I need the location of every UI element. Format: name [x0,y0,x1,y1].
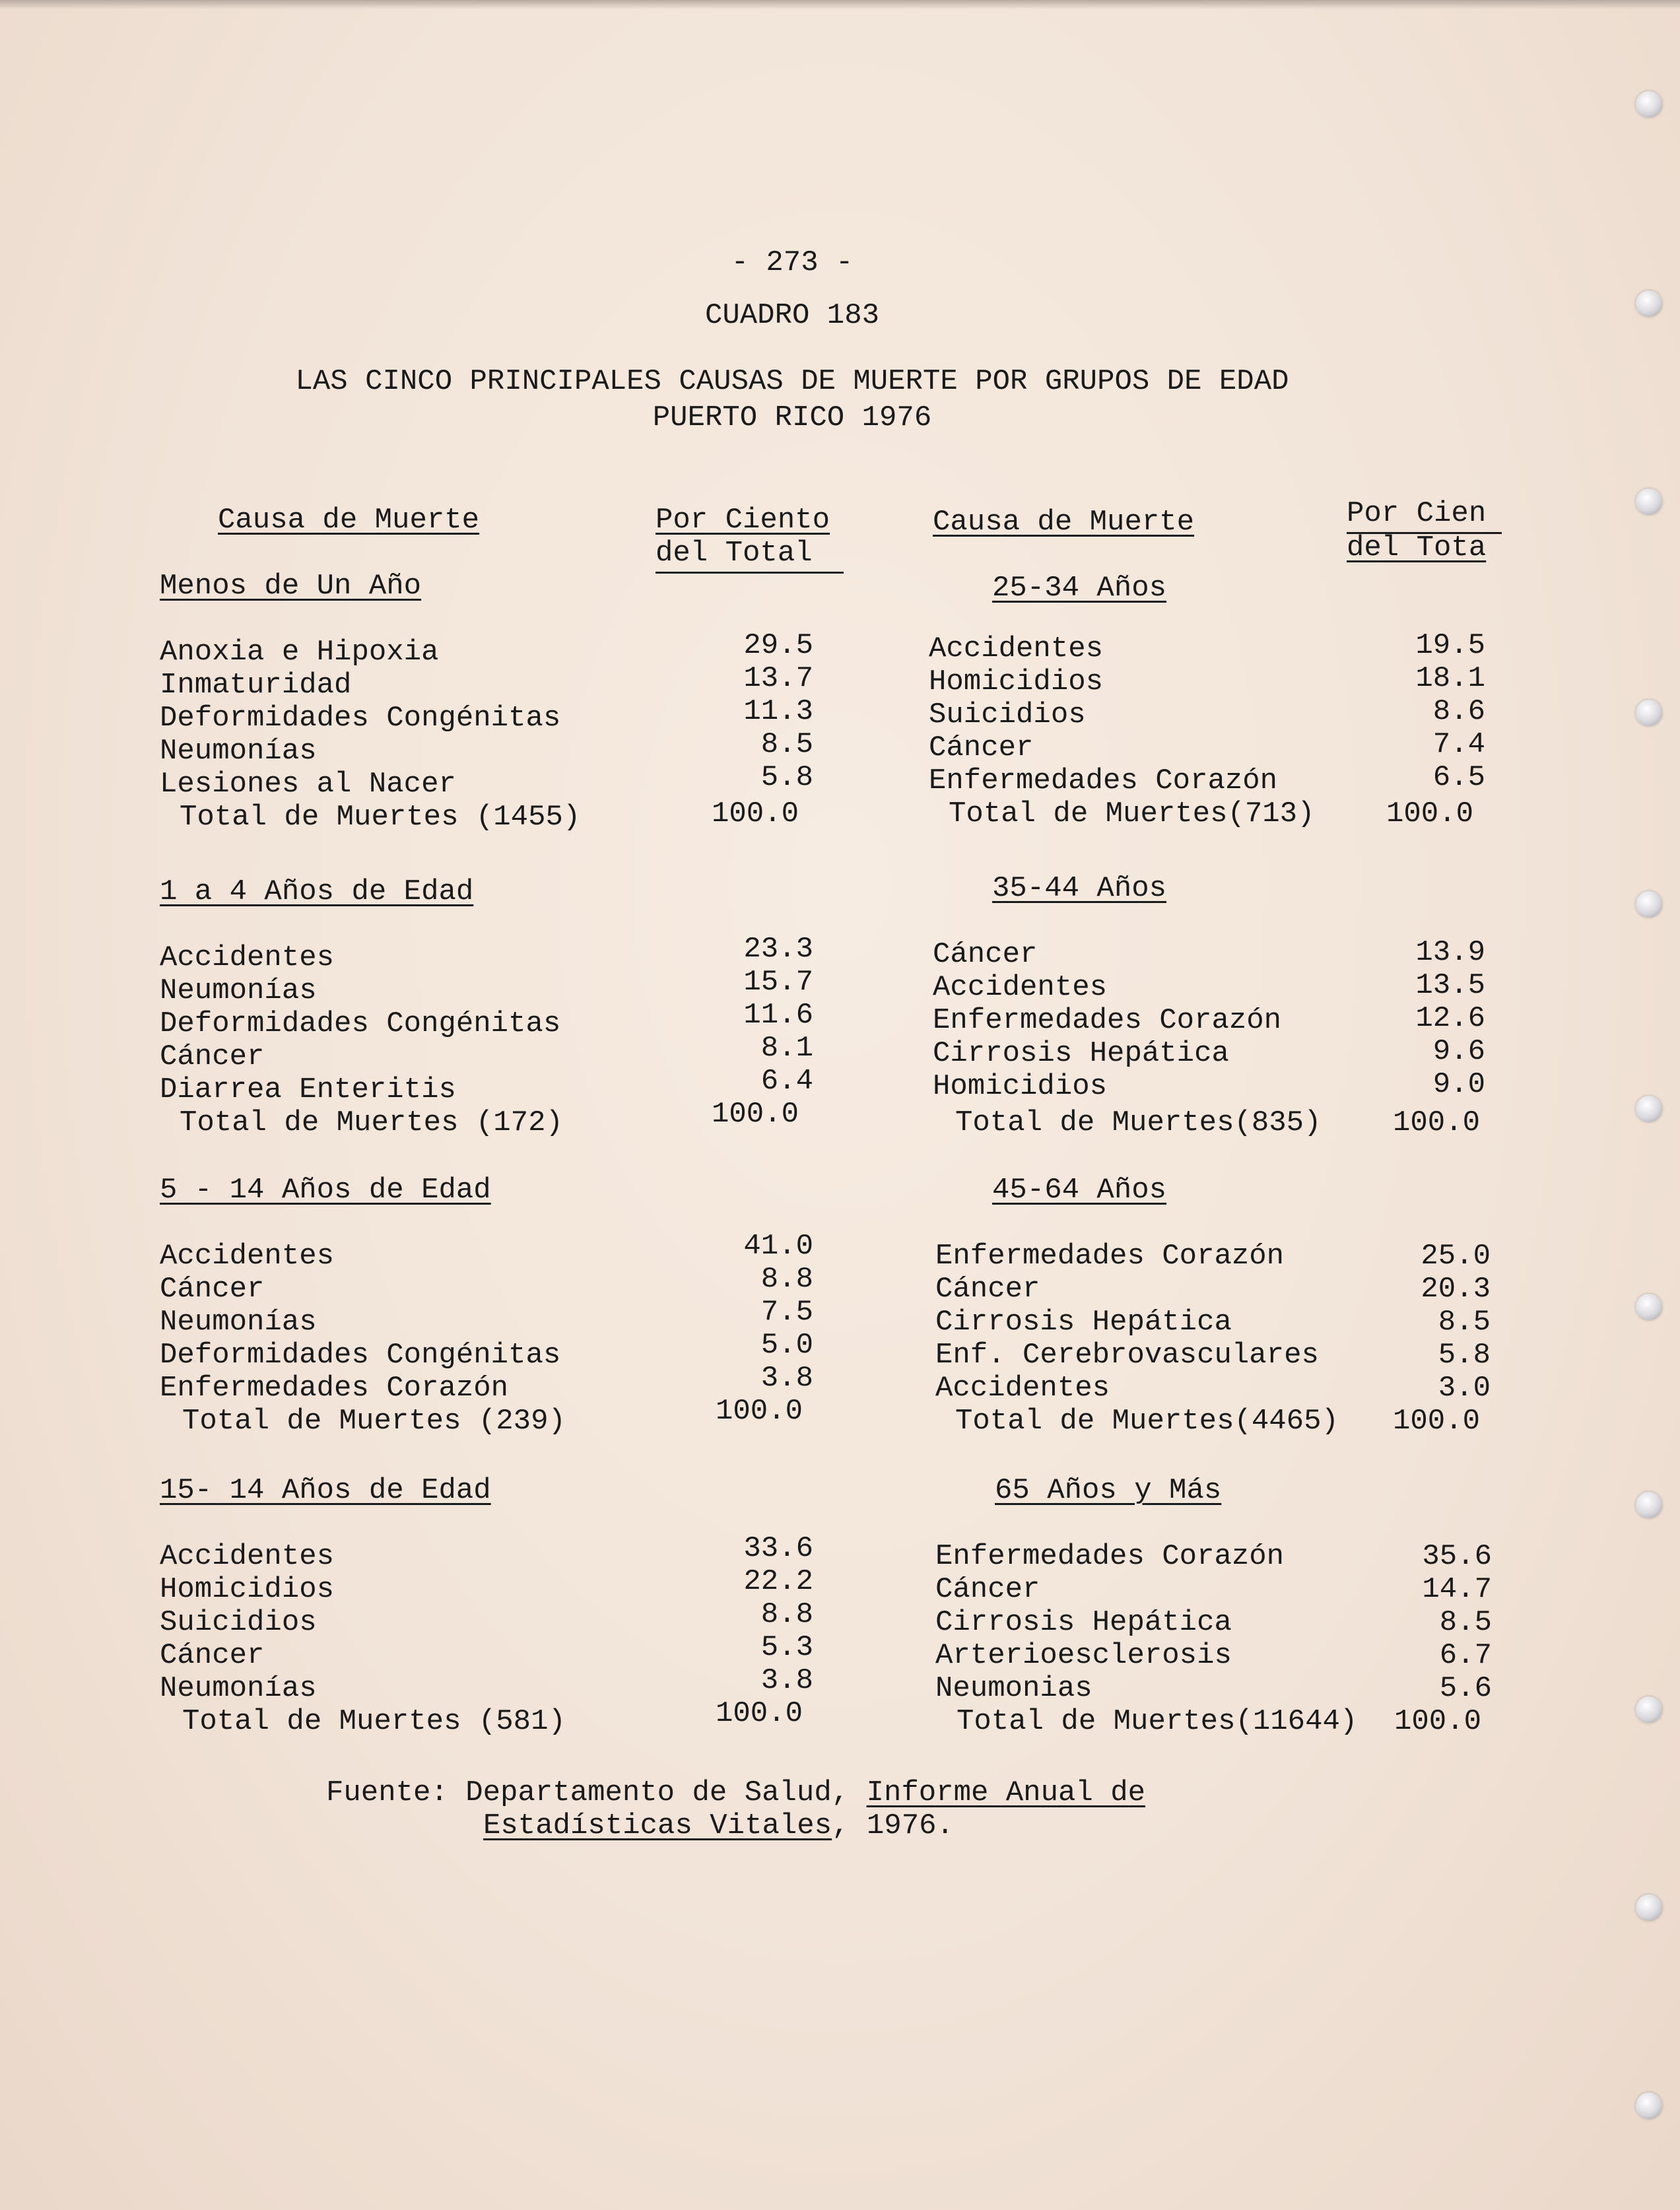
binder-hole-4 [1636,700,1662,726]
group-total-label: Total de Muertes(4465) [955,1405,1339,1438]
row-percent: 12.6 [1415,1002,1485,1035]
group-total-percent: 100.0 [1393,1106,1481,1139]
row-cause: Neumonias [935,1672,1092,1705]
row-percent: 5.8 [760,761,813,794]
row-cause: Cáncer [935,1573,1040,1606]
row-percent: 8.5 [1439,1606,1492,1639]
binder-hole-1 [1636,91,1662,117]
row-cause: Enfermedades Corazón [929,764,1278,797]
row-cause: Cáncer [160,1040,265,1073]
row-percent: 13.7 [743,662,813,695]
group-title-35-44-anos: 35-44 Años [992,872,1167,905]
row-percent: 8.1 [760,1032,813,1065]
group-total-percent: 100.0 [716,1395,803,1428]
row-percent: 3.8 [760,1664,813,1697]
row-percent: 8.5 [760,728,813,761]
row-percent: 18.1 [1415,662,1485,695]
table-number: CUADRO 183 [704,299,880,332]
source-report-title-cont: Estadísticas Vitales [483,1809,832,1842]
row-percent: 22.2 [743,1565,813,1598]
row-percent: 8.8 [760,1263,813,1296]
row-cause: Anoxia e Hipoxia [160,636,439,669]
row-cause: Accidentes [933,971,1108,1004]
row-cause: Diarrea Enteritis [160,1073,456,1106]
row-percent: 6.5 [1432,761,1485,794]
row-percent: 11.3 [743,695,813,728]
row-percent: 8.8 [760,1598,813,1631]
row-percent: 23.3 [743,933,813,966]
group-title-45-64-anos: 45-64 Años [992,1174,1167,1207]
group-title-5-14-anos: 5 - 14 Años de Edad [160,1174,491,1207]
row-percent: 41.0 [743,1230,813,1263]
row-cause: Enfermedades Corazón [160,1372,509,1405]
row-percent: 8.6 [1432,695,1485,728]
row-cause: Cirrosis Hepática [933,1037,1229,1070]
left-header-rule [655,572,844,574]
row-percent: 6.7 [1439,1639,1492,1672]
row-cause: Neumonías [160,1306,317,1339]
right-percent-header-line2: del Tota [1347,531,1487,564]
row-percent: 20.3 [1421,1273,1491,1306]
row-percent: 3.0 [1438,1372,1491,1405]
source-prefix: Fuente: Departamento de Salud, [326,1776,867,1809]
group-title-25-34-anos: 25-34 Años [992,572,1167,605]
row-percent: 9.6 [1432,1035,1485,1068]
source-note-line1 [326,1776,1145,1810]
binder-hole-8 [1636,1492,1662,1518]
group-title-15-14-anos: 15- 14 Años de Edad [160,1474,491,1507]
group-total-label: Total de Muertes (581) [182,1705,566,1738]
group-total-label: Total de Muertes (172) [180,1106,563,1139]
binder-hole-5 [1636,891,1662,918]
row-cause: Enfermedades Corazón [935,1240,1285,1273]
right-percent-header-line1: Por Cien [1347,497,1487,530]
group-total-percent: 100.0 [1394,1705,1482,1738]
row-cause: Cáncer [929,731,1034,764]
group-total-percent: 100.0 [712,1098,799,1131]
table-subtitle: PUERTO RICO 1976 [652,401,932,434]
table-title: LAS CINCO PRINCIPALES CAUSAS DE MUERTE POR GRUPOS DE EDAD [295,365,1289,398]
row-cause: Cáncer [160,1639,265,1672]
row-percent: 14.7 [1422,1573,1492,1606]
row-cause: Accidentes [935,1372,1110,1405]
row-cause: Arterioesclerosis [935,1639,1232,1672]
row-percent: 8.5 [1438,1306,1491,1339]
source-note-line2 [483,1809,954,1843]
row-percent: 25.0 [1421,1240,1491,1273]
group-total-percent: 100.0 [1393,1405,1481,1438]
row-percent: 13.9 [1415,936,1485,969]
row-cause: Neumonías [160,1672,317,1705]
row-cause: Suicidios [929,698,1086,731]
group-title-menos-de-un-ano: Menos de Un Año [160,570,422,603]
left-percent-header-line2: del Total [655,537,813,570]
row-cause: Cáncer [935,1273,1040,1306]
row-percent: 29.5 [743,629,813,662]
row-cause: Suicidios [160,1606,317,1639]
row-cause: Cáncer [933,938,1038,971]
row-percent: 5.6 [1439,1672,1492,1705]
row-cause: Neumonías [160,974,317,1007]
row-percent: 11.6 [743,999,813,1032]
row-cause: Deformidades Congénitas [160,1007,561,1040]
row-percent: 19.5 [1415,629,1485,662]
page-top-edge [0,0,1680,9]
row-percent: 7.5 [760,1296,813,1329]
source-report-title: Informe Anual de [866,1776,1146,1809]
group-total-label: Total de Muertes (239) [182,1405,566,1438]
page-number: - 273 - [731,246,854,279]
row-cause: Deformidades Congénitas [160,1339,561,1372]
row-percent: 13.5 [1415,969,1485,1002]
left-percent-header-line1: Por Ciento [655,504,830,537]
source-suffix: , 1976. [832,1809,954,1842]
group-total-label: Total de Muertes(713) [949,797,1315,830]
group-title-65-anos-y-mas: 65 Años y Más [995,1474,1222,1507]
row-cause: Enfermedades Corazón [933,1004,1282,1037]
row-cause: Homicidios [160,1573,335,1606]
right-cause-header: Causa de Muerte [933,506,1195,539]
row-cause: Accidentes [929,632,1104,665]
group-total-percent: 100.0 [712,797,799,830]
row-cause: Accidentes [160,941,335,974]
row-percent: 33.6 [743,1532,813,1565]
row-percent: 35.6 [1422,1540,1492,1573]
binder-hole-3 [1636,488,1662,515]
group-total-percent: 100.0 [1386,797,1474,830]
binder-hole-10 [1636,1894,1662,1921]
row-cause: Accidentes [160,1240,335,1273]
row-percent: 6.4 [760,1065,813,1098]
row-cause: Lesiones al Nacer [160,768,456,801]
row-cause: Cirrosis Hepática [935,1606,1232,1639]
row-percent: 15.7 [743,966,813,999]
row-cause: Homicidios [933,1070,1108,1103]
row-cause: Cirrosis Hepática [935,1306,1232,1339]
binder-hole-6 [1636,1096,1662,1122]
binder-hole-9 [1636,1696,1662,1723]
group-title-1-a-4-anos: 1 a 4 Años de Edad [160,875,474,908]
row-cause: Accidentes [160,1540,335,1573]
binder-hole-7 [1636,1294,1662,1320]
group-total-percent: 100.0 [716,1697,803,1730]
row-cause: Homicidios [929,665,1104,698]
group-total-label: Total de Muertes(835) [955,1106,1322,1139]
row-cause: Cáncer [160,1273,265,1306]
row-cause: Neumonías [160,735,317,768]
group-total-label: Total de Muertes(11644) [957,1705,1358,1738]
row-cause: Enf. Cerebrovasculares [935,1339,1319,1372]
row-percent: 5.0 [760,1329,813,1362]
row-percent: 7.4 [1432,728,1485,761]
row-percent: 9.0 [1432,1068,1485,1101]
row-percent: 5.3 [760,1631,813,1664]
row-percent: 5.8 [1438,1339,1491,1372]
row-cause: Inmaturidad [160,669,352,702]
row-cause: Deformidades Congénitas [160,702,561,735]
left-cause-header: Causa de Muerte [218,504,480,537]
binder-hole-11 [1636,2093,1662,2119]
row-cause: Enfermedades Corazón [935,1540,1285,1573]
binder-hole-2 [1636,290,1662,317]
row-percent: 3.8 [760,1362,813,1395]
group-total-label: Total de Muertes (1455) [180,801,581,834]
